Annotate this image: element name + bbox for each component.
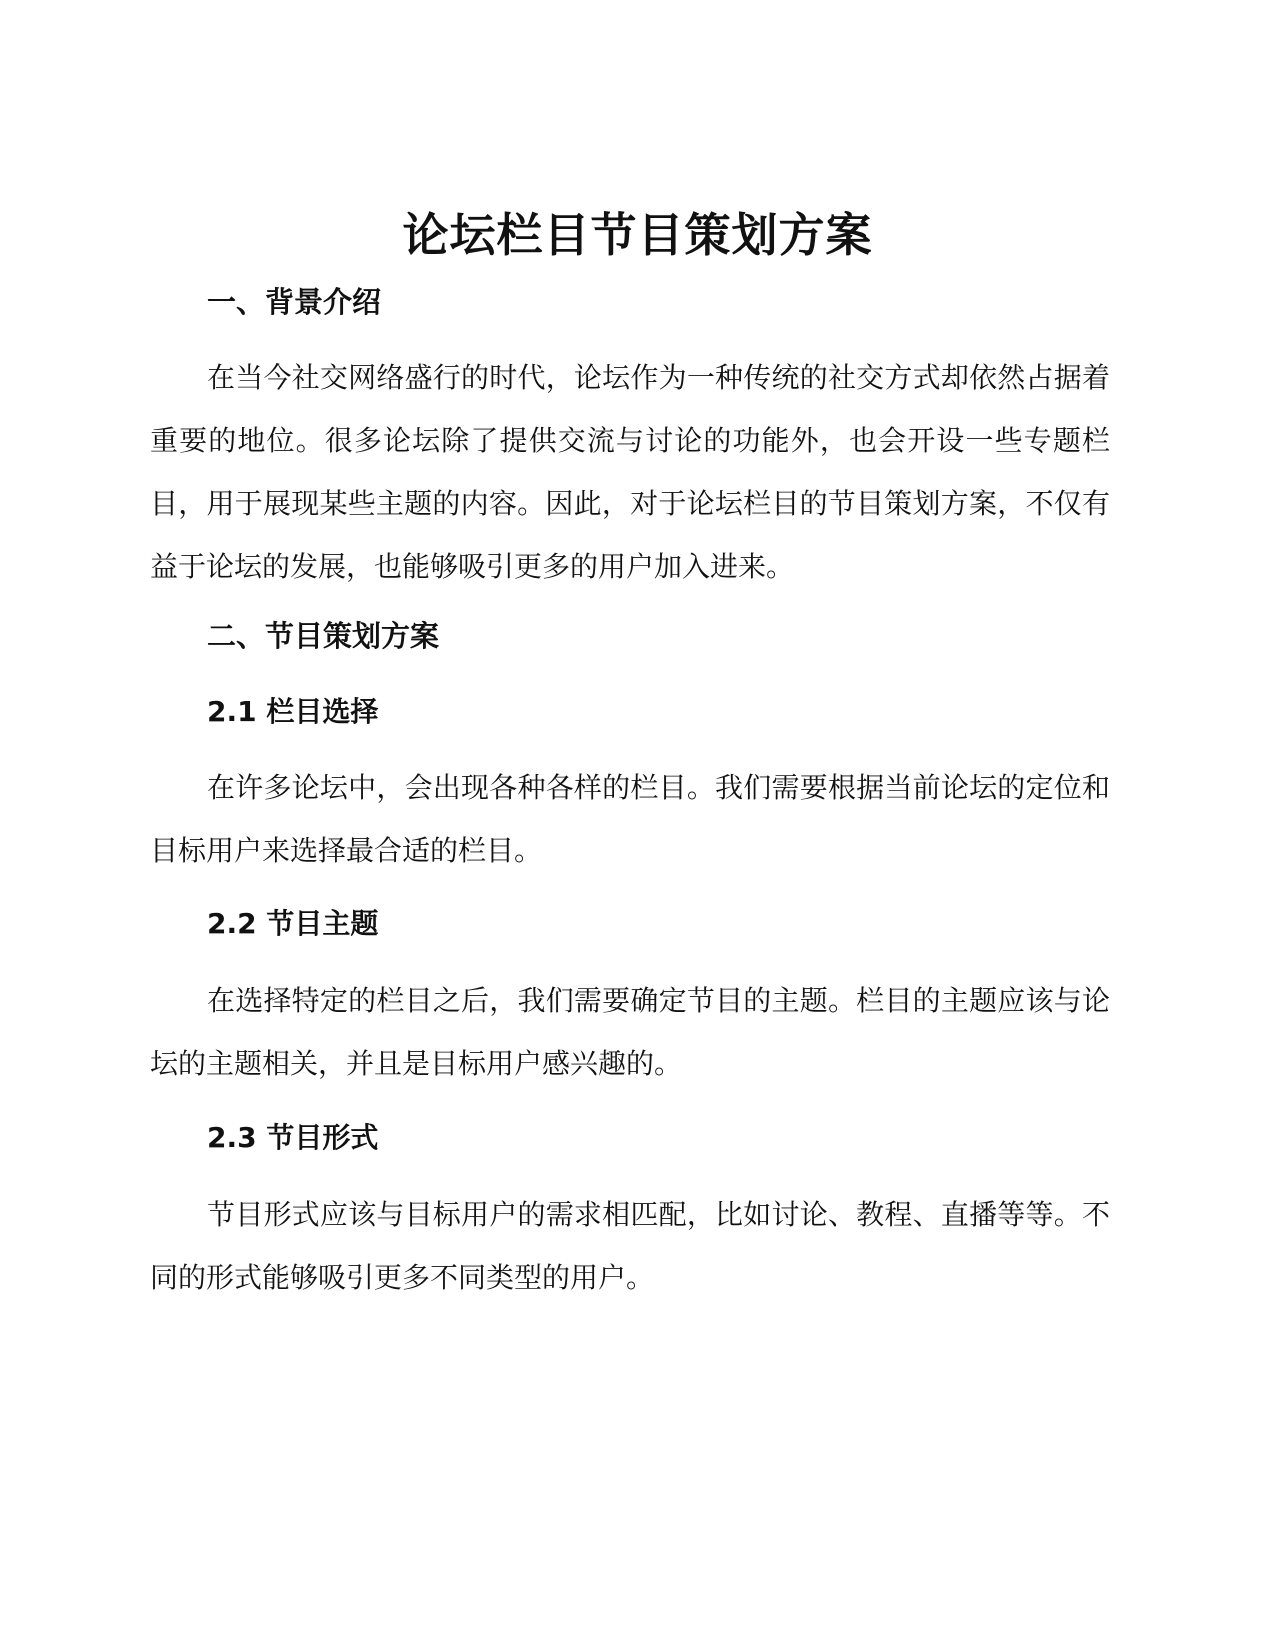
subsection-heading-column-selection: 2.1 栏目选择: [207, 695, 379, 728]
paragraph-column-selection: 在许多论坛中，会出现各种各样的栏目。我们需要根据当前论坛的定位和目标用户来选择最合适的栏目。: [150, 771, 1110, 867]
paragraph-program-format: 节目形式应该与目标用户的需求相匹配，比如讨论、教程、直播等等。不同的形式能够吸引更多不同类型的用户。: [150, 1198, 1110, 1294]
subsection-heading-program-theme: 2.2 节目主题: [207, 907, 379, 940]
paragraph-program-theme: 在选择特定的栏目之后，我们需要确定节目的主题。栏目的主题应该与论坛的主题相关，并且是目标用户感兴趣的。: [150, 984, 1110, 1080]
section-heading-program-plan: 二、节目策划方案: [207, 619, 440, 653]
paragraph-background: 在当今社交网络盛行的时代，论坛作为一种传统的社交方式却依然占据着重要的地位。很多论坛除了提供交流与讨论的功能外，也会开设一些专题栏目，用于展现某些主题的内容。因此，对于论坛栏目的节目策划方案，不仅有益于论坛的发展，也能够吸引更多的用户加入进来。: [150, 361, 1110, 583]
subsection-heading-program-format: 2.3 节目形式: [207, 1121, 379, 1154]
document-title: 论坛栏目节目策划方案: [402, 208, 873, 262]
section-heading-background: 一、背景介绍: [207, 285, 382, 319]
